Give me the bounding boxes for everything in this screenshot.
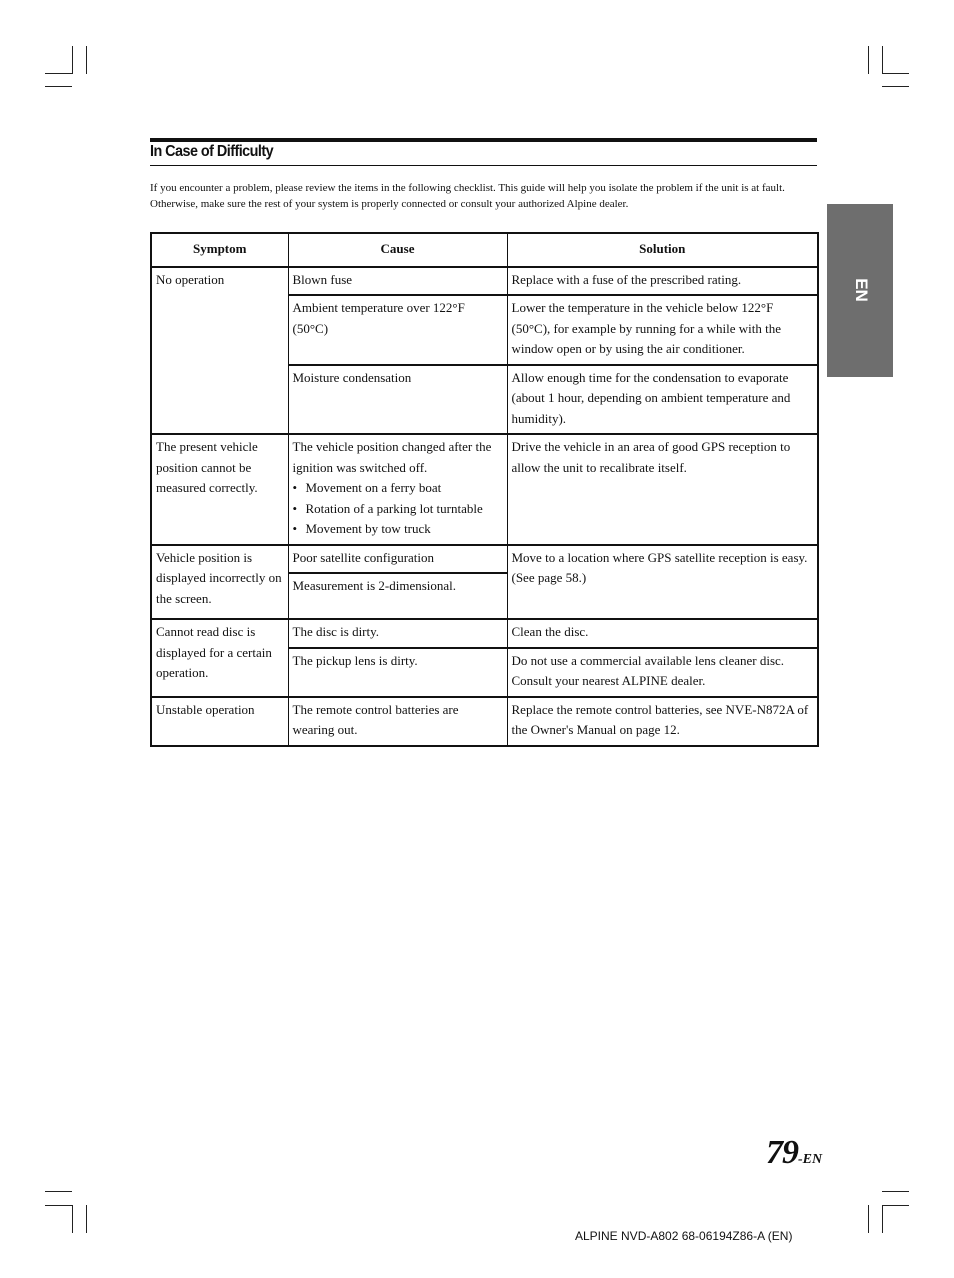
solution-cell: Move to a location where GPS satellite reception is easy. (See page 58.) [507,545,818,620]
header-cause: Cause [288,233,507,267]
crop-mark [882,1191,909,1192]
solution-cell: Lower the temperature in the vehicle below 122°F (50°C), for example by running for a while with the window open or by using the air conditioner. [507,295,818,365]
crop-mark [45,73,72,74]
heading-rule [150,138,817,142]
crop-mark [882,1205,909,1206]
crop-mark [868,46,869,74]
header-symptom: Symptom [151,233,288,267]
table-row [151,545,818,574]
cause-cell: The remote control batteries are wearing out. [288,697,507,746]
cause-bullet-list [293,478,503,540]
cause-cell: Moisture condensation [288,365,507,435]
solution-cell: Drive the vehicle in an area of good GPS reception to allow the unit to recalibrate itself. [507,434,818,545]
symptom-cell: No operation [151,267,288,435]
table-row [151,267,818,296]
crop-mark [86,1205,87,1233]
cause-cell: Measurement is 2-dimensional. [288,573,507,619]
solution-cell: Clean the disc. [507,619,818,648]
cause-cell [288,434,507,545]
table-row [151,434,818,545]
crop-mark [882,1205,883,1233]
crop-mark [868,1205,869,1233]
symptom-cell: Vehicle position is displayed incorrectly on the screen. [151,545,288,620]
symptom-cell: Unstable operation [151,697,288,746]
cause-text: The vehicle position changed after the ignition was switched off. [292,439,492,475]
crop-mark [45,1205,72,1206]
header-solution: Solution [507,233,818,267]
crop-mark [86,46,87,74]
table-row [151,619,818,648]
heading-rule [150,165,817,166]
cause-cell: The disc is dirty. [288,619,507,648]
page-number-suffix: -EN [798,1152,823,1167]
solution-cell: Allow enough time for the condensation to evaporate (about 1 hour, depending on ambient temperature and humidity). [507,365,818,435]
crop-mark [882,46,883,74]
language-tab-label: EN [852,278,871,302]
solution-cell: Replace with a fuse of the prescribed rating. [507,267,818,296]
section-title: In Case of Difficulty [150,143,274,160]
symptom-cell: Cannot read disc is displayed for a certain operation. [151,619,288,697]
bullet-item: • Movement on a ferry boat [293,478,503,499]
table-row [151,697,818,746]
crop-mark [882,86,909,87]
page-number-value: 79 [766,1134,798,1171]
crop-mark [72,1205,73,1233]
cause-cell: Blown fuse [288,267,507,296]
symptom-cell: The present vehicle position cannot be measured correctly. [151,434,288,545]
language-tab [827,204,893,377]
cause-cell: Poor satellite configuration [288,545,507,574]
bullet-item: • Movement by tow truck [293,519,503,540]
solution-cell: Do not use a commercial available lens cleaner disc. Consult your nearest ALPINE dealer. [507,648,818,697]
cause-cell: Ambient temperature over 122°F (50°C) [288,295,507,365]
crop-mark [72,46,73,74]
cause-cell: The pickup lens is dirty. [288,648,507,697]
intro-paragraph: If you encounter a problem, please review the items in the following checklist. This guide will help you isolate the problem if the unit is at fault. Otherwise, make sure the rest of your system is properly connected or consult your authorized Alpine dealer. [150,182,785,210]
bullet-item: • Rotation of a parking lot turntable [293,499,503,520]
solution-cell: Replace the remote control batteries, see NVE-N872A of the Owner's Manual on page 12. [507,697,818,746]
footer-code: ALPINE NVD-A802 68-06194Z86-A (EN) [575,1229,793,1243]
page-number [766,1134,822,1172]
table-header-row [151,233,818,267]
crop-mark [45,1191,72,1192]
crop-mark [882,73,909,74]
crop-mark [45,86,72,87]
troubleshooting-table [150,232,819,747]
